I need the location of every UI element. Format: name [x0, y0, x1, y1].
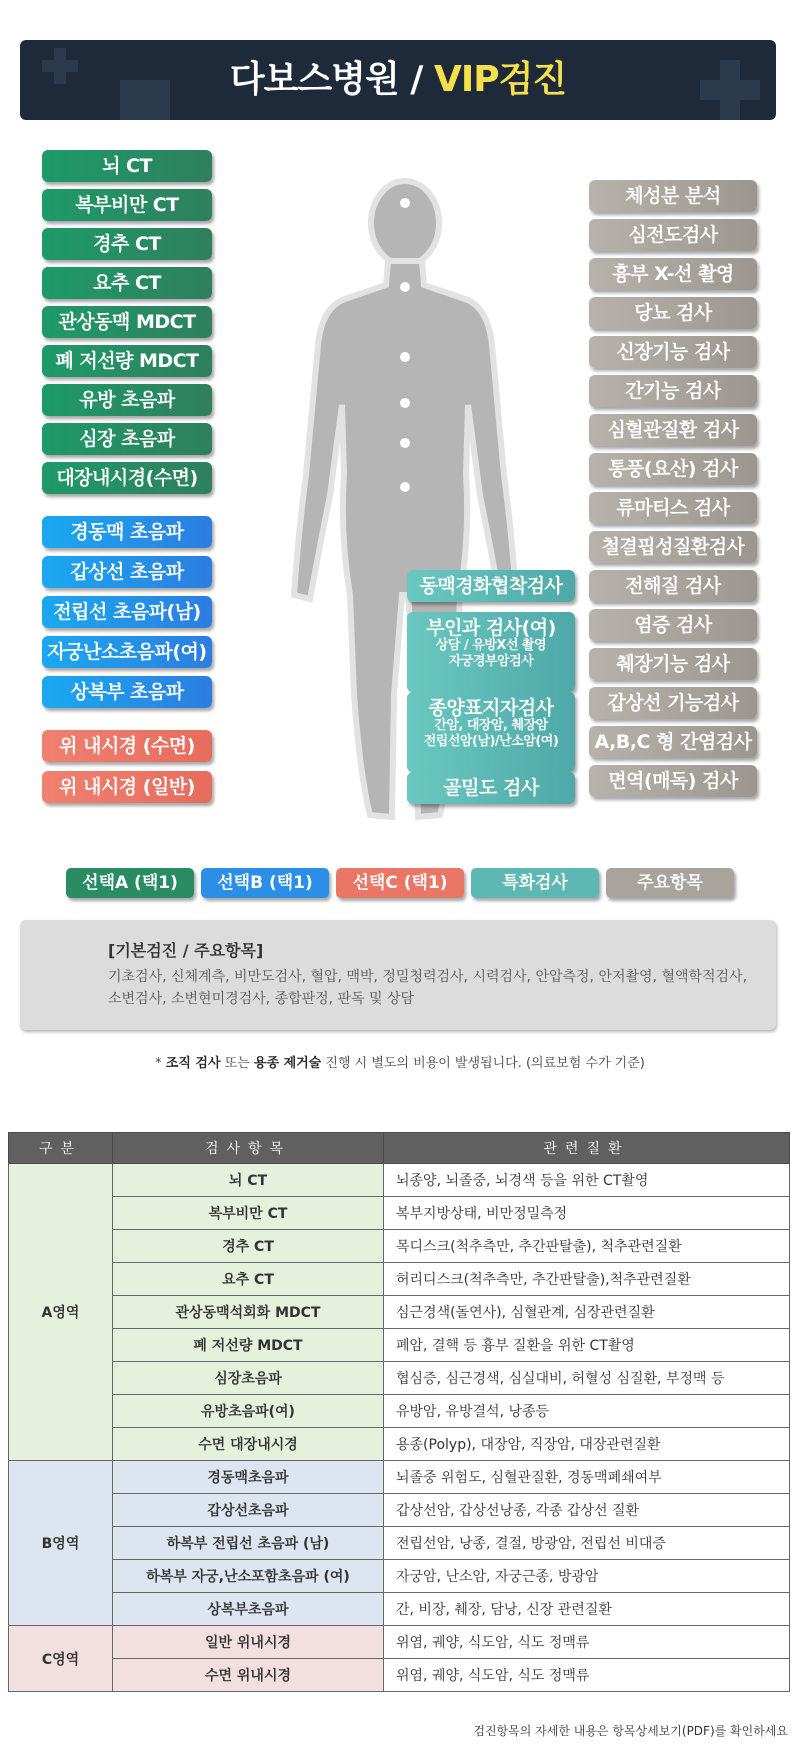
disease-text: 뇌졸중 위험도, 심혈관질환, 경동맥폐쇄여부	[384, 1461, 790, 1494]
option-a-item[interactable]: 대장내시경(수면)	[42, 462, 212, 494]
disease-text: 위염, 궤양, 식도암, 식도 정맥류	[384, 1659, 790, 1692]
option-b-item[interactable]: 경동맥 초음파	[42, 516, 212, 548]
disease-text: 위염, 궤양, 식도암, 식도 정맥류	[384, 1626, 790, 1659]
table-row	[9, 1428, 790, 1461]
table-row	[9, 1593, 790, 1626]
exam-item: 심장초음파	[113, 1362, 384, 1395]
main-item[interactable]: 당뇨 검사	[589, 297, 757, 329]
cost-note: * 조직 검사 또는 용종 제거술 진행 시 별도의 비용이 발생됩니다. (의료보험 수가 기준)	[155, 1056, 645, 1071]
legend-option-b: 선택B (택1)	[201, 868, 329, 898]
exam-item: 경추 CT	[113, 1230, 384, 1263]
option-a-item[interactable]: 요추 CT	[42, 267, 212, 299]
exam-item: 갑상선초음파	[113, 1494, 384, 1527]
basic-check-box	[20, 920, 776, 1030]
table-row	[9, 1329, 790, 1362]
option-a-item[interactable]: 관상동맥 MDCT	[42, 306, 212, 338]
main-item[interactable]: 염증 검사	[589, 609, 757, 641]
basic-check-desc: 기초검사, 신체계측, 비만도검사, 혈압, 맥박, 정밀청력검사, 시력검사, 안압측정, 안저촬영, 혈액학적검사, 소변검사, 소변현미경검사, 종합판정, 판독 및 상담	[108, 969, 748, 1007]
exam-item: 뇌 CT	[113, 1164, 384, 1197]
disease-text: 심근경색(돌연사), 심혈관계, 심장관련질환	[384, 1296, 790, 1329]
main-item[interactable]: 류마티스 검사	[589, 492, 757, 524]
area-a-label: A영역	[9, 1164, 113, 1461]
special-bone-test[interactable]: 골밀도 검사	[407, 772, 575, 804]
exam-item: 수면 위내시경	[113, 1659, 384, 1692]
option-a-item[interactable]: 유방 초음파	[42, 384, 212, 416]
col-header: 구분	[9, 1133, 113, 1164]
special-gyn-test[interactable]	[407, 612, 575, 692]
special-gyn-sub: 상담 / 유방X선 촬영	[435, 638, 547, 653]
table-row	[9, 1626, 790, 1659]
table-row	[9, 1494, 790, 1527]
special-tumor-sub: 전립선암(남)/난소암(여)	[423, 734, 559, 749]
disease-text: 자궁암, 난소암, 자궁근종, 방광암	[384, 1560, 790, 1593]
option-a-item[interactable]: 심장 초음파	[42, 423, 212, 455]
disease-text: 복부지방상태, 비만정밀측정	[384, 1197, 790, 1230]
exam-item: 일반 위내시경	[113, 1626, 384, 1659]
option-b-item[interactable]: 전립선 초음파(남)	[42, 596, 212, 628]
option-a-item[interactable]: 폐 저선량 MDCT	[42, 345, 212, 377]
special-tumor-sub: 간암, 대장암, 췌장암	[434, 718, 548, 733]
disease-text: 허리디스크(척추측만, 추간판탈출),척추관련질환	[384, 1263, 790, 1296]
disease-text: 간, 비장, 췌장, 담낭, 신장 관련질환	[384, 1593, 790, 1626]
exam-item: 복부비만 CT	[113, 1197, 384, 1230]
disease-text: 뇌종양, 뇌졸중, 뇌경색 등을 위한 CT촬영	[384, 1164, 790, 1197]
main-item[interactable]: 신장기능 검사	[589, 336, 757, 368]
table-row	[9, 1659, 790, 1692]
option-b-item[interactable]: 상복부 초음파	[42, 676, 212, 708]
option-c-item[interactable]: 위 내시경 (수면)	[42, 730, 212, 762]
area-b-label: B영역	[9, 1461, 113, 1626]
legend-special: 특화검사	[471, 868, 599, 898]
main-item[interactable]: 심전도검사	[589, 219, 757, 251]
exam-item: 유방초음파(여)	[113, 1395, 384, 1428]
table-row	[9, 1197, 790, 1230]
table-row	[9, 1527, 790, 1560]
main-item[interactable]: 전해질 검사	[589, 570, 757, 602]
exam-item: 하복부 전립선 초음파 (남)	[113, 1527, 384, 1560]
exam-item: 수면 대장내시경	[113, 1428, 384, 1461]
disease-text: 전립선암, 낭종, 결절, 방광암, 전립선 비대증	[384, 1527, 790, 1560]
page-header	[20, 40, 776, 120]
table-row	[9, 1395, 790, 1428]
main-item[interactable]: 간기능 검사	[589, 375, 757, 407]
option-c-item[interactable]: 위 내시경 (일반)	[42, 771, 212, 803]
legend-option-a: 선택A (택1)	[66, 868, 194, 898]
main-item[interactable]: 심혈관질환 검사	[589, 414, 757, 446]
option-a-item[interactable]: 복부비만 CT	[42, 189, 212, 221]
disease-text: 용종(Polyp), 대장암, 직장암, 대장관련질환	[384, 1428, 790, 1461]
table-row	[9, 1230, 790, 1263]
special-gyn-sub: 자궁경부암검사	[448, 654, 534, 669]
main-item[interactable]: 면역(매독) 검사	[589, 765, 757, 797]
table-row	[9, 1263, 790, 1296]
special-tumor-test[interactable]	[407, 692, 575, 772]
table-row	[9, 1164, 790, 1197]
main-item[interactable]: 갑상선 기능검사	[589, 687, 757, 719]
col-header: 검사항목	[113, 1133, 384, 1164]
exam-item: 관상동맥석회화 MDCT	[113, 1296, 384, 1329]
exam-item: 요추 CT	[113, 1263, 384, 1296]
exam-item: 경동맥초음파	[113, 1461, 384, 1494]
area-c-label: C영역	[9, 1626, 113, 1692]
disease-text: 폐암, 결핵 등 흉부 질환을 위한 CT촬영	[384, 1329, 790, 1362]
main-item[interactable]: 췌장기능 검사	[589, 648, 757, 680]
disease-text: 갑상선암, 갑상선낭종, 각종 갑상선 질환	[384, 1494, 790, 1527]
option-a-item[interactable]: 뇌 CT	[42, 150, 212, 182]
table-row	[9, 1461, 790, 1494]
special-gyn-title: 부인과 검사(여)	[426, 617, 556, 639]
main-item[interactable]: 체성분 분석	[589, 180, 757, 212]
legend-main: 주요항목	[606, 868, 734, 898]
special-tumor-title: 종양표지자검사	[428, 697, 554, 719]
special-artery-test[interactable]: 동맥경화협착검사	[407, 570, 575, 602]
main-item[interactable]: 철결핍성질환검사	[589, 531, 757, 563]
exam-item: 상복부초음파	[113, 1593, 384, 1626]
table-row	[9, 1296, 790, 1329]
col-header: 관련질환	[384, 1133, 790, 1164]
footer-note: 검진항목의 자세한 내용은 항목상세보기(PDF)를 확인하세요	[473, 1724, 788, 1738]
exam-table	[8, 1132, 790, 1692]
legend-option-c: 선택C (택1)	[336, 868, 464, 898]
main-item[interactable]: 흉부 X-선 촬영	[589, 258, 757, 290]
option-a-item[interactable]: 경추 CT	[42, 228, 212, 260]
main-item[interactable]: A,B,C 형 간염검사	[589, 726, 757, 758]
option-b-item[interactable]: 갑상선 초음파	[42, 556, 212, 588]
disease-text: 유방암, 유방결석, 낭종등	[384, 1395, 790, 1428]
exam-item: 하복부 자궁,난소포함초음파 (여)	[113, 1560, 384, 1593]
main-item[interactable]: 통풍(요산) 검사	[589, 453, 757, 485]
exam-item: 폐 저선량 MDCT	[113, 1329, 384, 1362]
table-row	[9, 1560, 790, 1593]
page-title: 다보스병원 / VIP검진	[229, 59, 567, 100]
disease-text: 목디스크(척추측만, 추간판탈출), 척추관련질환	[384, 1230, 790, 1263]
disease-text: 협심증, 심근경색, 심실대비, 허혈성 심질환, 부정맥 등	[384, 1362, 790, 1395]
table-row	[9, 1362, 790, 1395]
option-b-item[interactable]: 자궁난소초음파(여)	[42, 636, 212, 668]
basic-check-title: [기본검진 / 주요항목]	[108, 941, 264, 960]
